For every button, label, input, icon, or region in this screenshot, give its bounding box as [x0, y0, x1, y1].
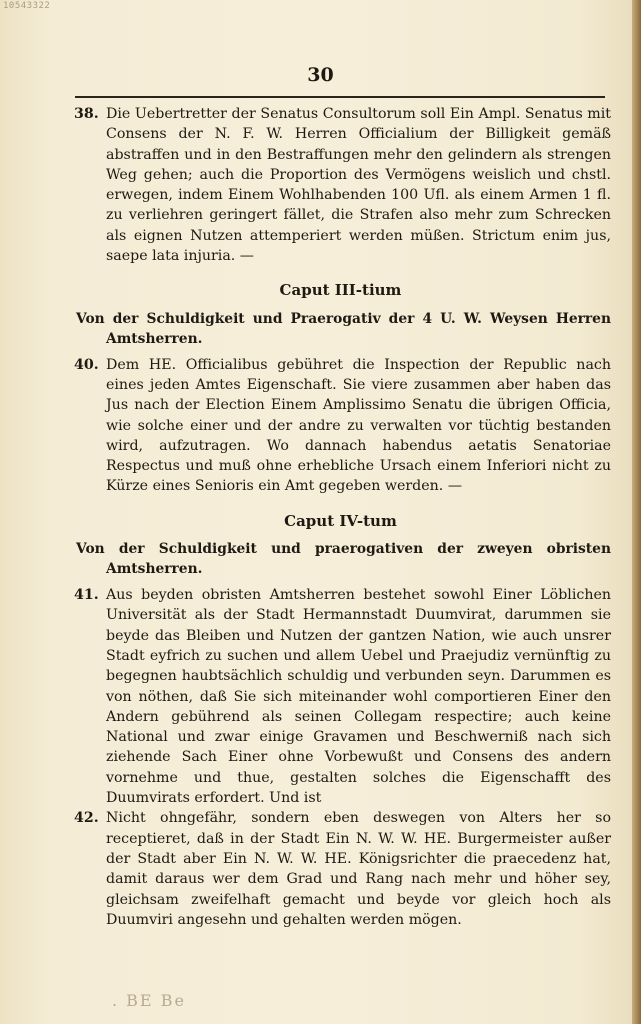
paragraph-41 — [74, 585, 611, 808]
chapter-subtitle-4: Von der Schuldigkeit und praerogativen der zweyen obristen Amtsherren. — [76, 541, 611, 578]
paragraph-38 — [74, 104, 611, 266]
paragraph-number: 41. — [74, 587, 99, 604]
scan-id: 10543322 — [3, 1, 51, 11]
footer-bleed-marks: . BE Be — [112, 991, 186, 1010]
paragraph-number: 40. — [74, 356, 99, 373]
paragraph-text: Die Uebertretter der Senatus Consultorum soll Ein Ampl. Senatus mit Consens der N. F. W. Herren Officialium der Billigkeit gemäß abstraffen und in den Bestraffungen mehr den gelindern als strengen Weg gehen; auch die Proportion des Vermögens weislich und chstl. erwegen, indem Einem Wohlhabenden 100 Ufl. als einem Armen 1 fl. zu verliehren geringert fället, die Strafen also mehr zum Schrecken als eignen Nutzen attemperiert werden müßen. Strictum enim jus, saepe lata injuria. — — [106, 106, 611, 265]
paragraph-42 — [74, 808, 611, 930]
paragraph-40 — [74, 355, 611, 497]
page-number: 30 — [307, 64, 334, 86]
paragraph-text: Dem HE. Officialibus gebühret die Inspection der Republic nach eines jeden Amtes Eigenschaft. Sie viere zusammen aber haben das Jus nach der Election Einem Amplissimo Senatu die übrigen Officia, wie solche einer und der andre zu verwalten vor tüchtig bestanden wird, aufzutragen. Wo dannach habendus aetatis Senatoriae Respectus und muß ohne erhebliche Ursach einem Inferiori nicht zu Kürze eines Senioris ein Amt gegeben werden. — — [106, 356, 611, 495]
chapter-heading-3: Caput III-tium — [279, 281, 402, 300]
chapter-heading-4: Caput IV-tum — [284, 511, 397, 530]
chapter-subtitle-3: Von der Schuldigkeit und Praerogativ der 4 U. W. Weysen Herren Amtsherren. — [76, 310, 611, 347]
paragraph-number: 38. — [74, 106, 99, 122]
header-rule — [75, 96, 605, 98]
paragraph-text: Aus beyden obristen Amtsherren bestehet sowohl Einer Löblichen Universität als der Stadt Hermannstadt Duumvirat, darummen sie beyde das Bleiben und Nutzen der gantzen Nation, wie auch unsrer Stadt eyfrich zu suchen und allem Uebel und Praejudiz vernünftig zu begegnen haubtsächlich schuldig und verbunden seyn. Darummen es von nöthen, daß Sie sich miteinander wohl comportieren Einer den Andern gebührend als seinen Collegam respectire; auch keine National und zwar einige Gravamen und Beschwerniß nach sich ziehende Sach Einer ohne Vorbewußt und Consens des andern vornehme und thue, gestalten solches die Eigenschafft des Duumvirats erfordert. Und ist — [106, 587, 611, 807]
paragraph-number: 42. — [74, 810, 99, 827]
body-text — [0, 104, 641, 930]
paragraph-text: Nicht ohngefähr, sondern eben deswegen von Alters her so receptieret, daß in der Stadt Ein N. W. W. HE. Burgermeister außer der Stadt aber Ein N. W. W. HE. Königsrichter die praecedenz hat, damit daraus wer dem Grad und Rang nach mehr und höher sey, gleichsam zweifelhaft gemacht und beyde vor gleich hoch als Duumviri angesehn und gehalten werden mögen. — [106, 810, 611, 928]
